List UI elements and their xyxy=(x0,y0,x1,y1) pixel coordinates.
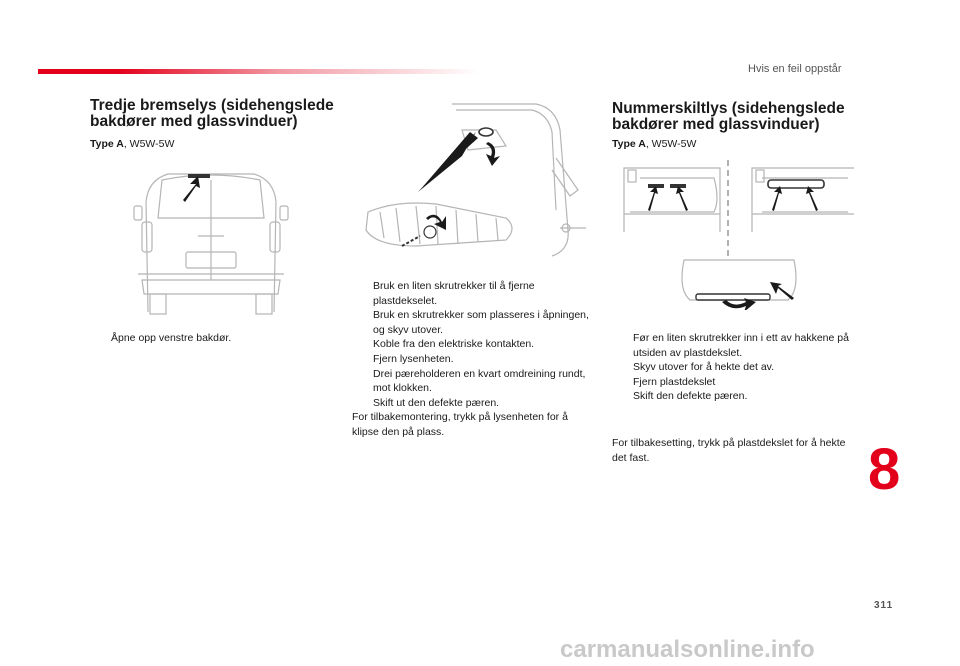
left-steps-list xyxy=(90,331,310,346)
left-type-label xyxy=(90,138,174,150)
pointer-arrow-icon xyxy=(770,282,794,300)
left-type-a: Type A xyxy=(90,138,124,150)
list-item: Bruk en liten skrutrekker til å fjerne plastdekselet. xyxy=(373,280,535,307)
right-type-label xyxy=(612,138,696,150)
pointer-arrow-icon xyxy=(183,176,200,202)
pointer-arrow-icon xyxy=(772,186,782,211)
right-steps-list xyxy=(612,331,862,404)
middle-steps-list xyxy=(352,279,592,410)
right-bulb-type: , W5W-5W xyxy=(645,138,697,150)
van-rear-illustration xyxy=(128,162,294,320)
page-number: 311 xyxy=(874,600,894,611)
header-color-bar xyxy=(38,69,480,74)
rotate-arrow-icon xyxy=(426,215,446,230)
left-bulb-type: , W5W-5W xyxy=(123,138,175,150)
third-brake-light-highlight xyxy=(188,174,210,178)
right-note: For tilbakesetting, trykk på plastdekslet for å hekte det fast. xyxy=(612,437,846,464)
right-title-line2: bakdører med glassvinduer) xyxy=(612,116,820,133)
list-item: Koble fra den elektriske kontakten. xyxy=(373,338,535,351)
list-item: Fjern lysenheten. xyxy=(373,352,454,365)
left-title-line1: Tredje bremselys (sidehengslede xyxy=(90,97,334,114)
plate-light-illustration xyxy=(622,160,854,310)
list-item: Drei pæreholderen en kvart omdreining rundt, mot klokken. xyxy=(373,367,586,395)
section-header-title: Hvis en feil oppstår xyxy=(748,63,842,75)
pointer-arrow-icon xyxy=(806,186,818,211)
pointer-arrow-icon xyxy=(676,186,688,211)
rotate-arrow-icon xyxy=(486,142,500,166)
list-item: Åpne opp venstre bakdør. xyxy=(111,332,232,344)
right-title-line1: Nummerskiltlys (sidehengslede xyxy=(612,100,845,117)
list-item: Fjern plastdekslet xyxy=(633,375,716,388)
list-item: Skift den defekte pæren. xyxy=(633,390,748,403)
left-section-title xyxy=(90,98,334,130)
right-type-a: Type A xyxy=(612,138,646,150)
chapter-number: 8 xyxy=(868,437,901,502)
list-item: Bruk en skrutrekker som plasseres i åpningen, og skyv utover. xyxy=(373,309,589,336)
dashed-arrow-icon xyxy=(402,236,420,246)
middle-note: For tilbakemontering, trykk på lysenheten for å klipse den på plass. xyxy=(352,411,568,438)
bulb-holder xyxy=(424,226,436,238)
right-section-title xyxy=(612,101,845,133)
list-item: Skyv utover for å hekte det av. xyxy=(633,361,775,374)
brake-light-removal-illustration xyxy=(356,100,588,260)
pointer-arrow-icon xyxy=(648,186,658,211)
list-item: Skift ut den defekte pæren. xyxy=(373,396,500,409)
watermark-text: carmanualsonline.info xyxy=(560,636,815,663)
list-item: Før en liten skrutrekker inn i ett av hakkene på utsiden av plastdekslet. xyxy=(633,332,849,359)
left-title-line2: bakdører med glassvinduer) xyxy=(90,113,298,130)
cover-highlight xyxy=(479,128,493,136)
